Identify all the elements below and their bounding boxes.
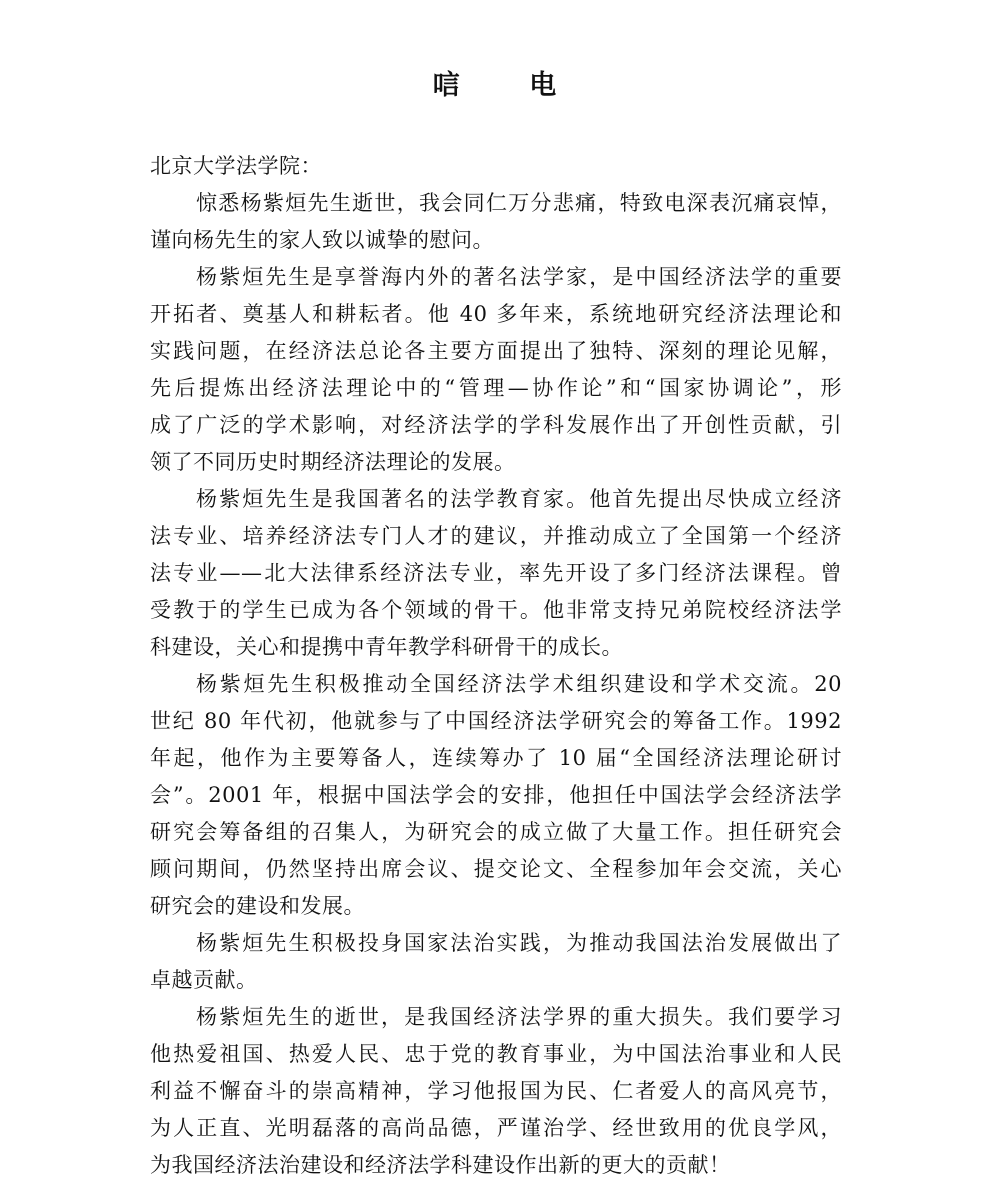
paragraph-line: 成了广泛的学术影响，对经济法学的学科发展作出了开创性贡献，引 [150,413,842,437]
paragraph-line: 受教于的学生已成为各个领域的骨干。他非常支持兄弟院校经济法学 [150,598,842,622]
paragraph-line: 年起，他作为主要筹备人，连续筹办了 10 届“全国经济法理论研讨 [150,746,842,770]
paragraph-line: 他热爱祖国、热爱人民、忠于党的教育事业，为中国法治事业和人民 [150,1042,842,1066]
paragraph [150,185,842,259]
paragraph-line: 法专业、培养经济法专门人才的建议，并推动成立了全国第一个经济 [150,524,842,548]
paragraph-line: 开拓者、奠基人和耕耘者。他 40 多年来，系统地研究经济法理论和 [150,302,842,326]
paragraph-line: 顾问期间，仍然坚持出席会议、提交论文、全程参加年会交流，关心 [150,857,842,881]
paragraph-line: 为人正直、光明磊落的高尚品德，严谨治学、经世致用的优良学风， [150,1116,842,1140]
paragraph [150,259,842,481]
paragraph-line: 领了不同历史时期经济法理论的发展。 [150,450,516,474]
paragraph-line: 世纪 80 年代初，他就参与了中国经济法学研究会的筹备工作。1992 [150,709,842,733]
paragraph [150,999,842,1184]
paragraph-line: 为我国经济法治建设和经济法学科建设作出新的更大的贡献！ [150,1153,731,1177]
paragraph-line: 先后提炼出经济法理论中的“管理—协作论”和“国家协调论”，形 [150,376,842,400]
paragraph-line: 法专业——北大法律系经济法专业，率先开设了多门经济法课程。曾 [150,561,842,585]
paragraph-line: 谨向杨先生的家人致以诚挚的慰问。 [150,228,494,252]
paragraph-line: 杨紫烜先生是我国著名的法学教育家。他首先提出尽快成立经济 [196,487,842,511]
paragraph-line: 实践问题，在经济法总论各主要方面提出了独特、深刻的理论见解， [150,339,842,363]
salutation: 北京大学法学院： [150,154,322,178]
paragraph-line: 研究会的建设和发展。 [150,894,365,918]
paragraph-line: 科建设，关心和提携中青年教学科研骨干的成长。 [150,635,623,659]
paragraph-line: 会”。2001 年，根据中国法学会的安排，他担任中国法学会经济法学 [150,783,842,807]
paragraph-line: 研究会筹备组的召集人，为研究会的成立做了大量工作。担任研究会 [150,820,842,844]
paragraph-line: 惊悉杨紫烜先生逝世，我会同仁万分悲痛，特致电深表沉痛哀悼， [196,191,842,215]
paragraph-line: 杨紫烜先生积极推动全国经济法学术组织建设和学术交流。20 [196,672,842,696]
page-title: 唁 电 [432,70,587,101]
paragraph [150,666,842,925]
paragraph-line: 利益不懈奋斗的崇高精神，学习他报国为民、仁者爱人的高风亮节， [150,1079,842,1103]
paragraph-line: 杨紫烜先生的逝世，是我国经济法学界的重大损失。我们要学习 [196,1005,842,1029]
paragraph-line: 杨紫烜先生是享誉海内外的著名法学家，是中国经济法学的重要 [196,265,842,289]
paragraph [150,481,842,666]
paragraph-line: 卓越贡献。 [150,968,258,992]
letter-body [150,148,842,1184]
paragraph-line: 杨紫烜先生积极投身国家法治实践，为推动我国法治发展做出了 [196,931,842,955]
paragraph [150,925,842,999]
